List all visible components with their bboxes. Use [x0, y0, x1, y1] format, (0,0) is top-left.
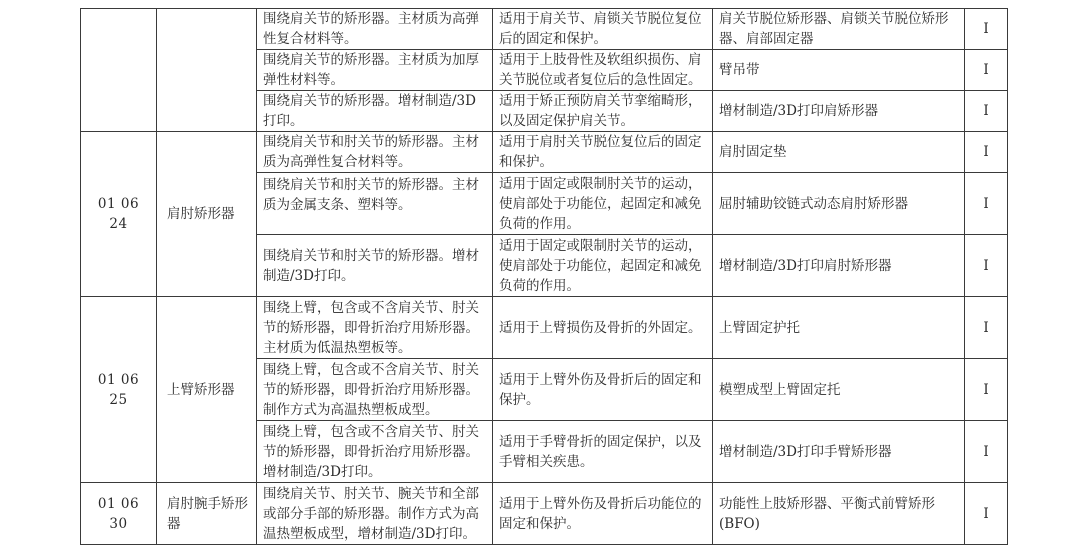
management-class-cell: I	[965, 9, 1008, 50]
product-example-cell: 肩关节脱位矫形器、肩锁关节脱位矫形器、肩部固定器	[713, 9, 965, 50]
category-code-cell: 01 06 25	[81, 297, 157, 483]
intended-use-cell: 适用于肩肘关节脱位复位后的固定和保护。	[493, 132, 713, 173]
intended-use-cell: 适用于上臂损伤及骨折的外固定。	[493, 297, 713, 359]
table-row	[81, 297, 1008, 359]
category-code-cell: 01 06 30	[81, 483, 157, 545]
product-description-cell: 围绕肩关节、肘关节、腕关节和全部或部分手部的矫形器。制作方式为高温热塑板成型，增材制造/3D打印。	[257, 483, 493, 545]
management-class-cell: I	[965, 359, 1008, 421]
product-example-cell: 屈肘辅助铰链式动态肩肘矫形器	[713, 173, 965, 235]
management-class-cell: I	[965, 421, 1008, 483]
management-class-cell: I	[965, 132, 1008, 173]
product-description-cell: 围绕肩关节的矫形器。主材质为加厚弹性材料等。	[257, 50, 493, 91]
product-example-cell: 增材制造/3D打印肩矫形器	[713, 91, 965, 132]
category-name-cell: 上臂矫形器	[157, 297, 257, 483]
product-example-cell: 上臂固定护托	[713, 297, 965, 359]
management-class-cell: I	[965, 235, 1008, 297]
product-description-cell: 围绕上臂，包含或不含肩关节、肘关节的矫形器，即骨折治疗用矫形器。增材制造/3D打印。	[257, 421, 493, 483]
product-description-cell: 围绕肩关节的矫形器。增材制造/3D打印。	[257, 91, 493, 132]
management-class-cell: I	[965, 173, 1008, 235]
product-description-cell: 围绕肩关节和肘关节的矫形器。增材制造/3D打印。	[257, 235, 493, 297]
table-row	[81, 132, 1008, 173]
table-row	[81, 483, 1008, 545]
table-row	[81, 9, 1008, 50]
product-description-cell: 围绕肩关节和肘关节的矫形器。主材质为高弹性复合材料等。	[257, 132, 493, 173]
intended-use-cell: 适用于矫正预防肩关节挛缩畸形，以及固定保护肩关节。	[493, 91, 713, 132]
category-code-cell: 01 06 24	[81, 132, 157, 297]
intended-use-cell: 适用于固定或限制肘关节的运动，使肩部处于功能位，起固定和减免负荷的作用。	[493, 235, 713, 297]
intended-use-cell: 适用于手臂骨折的固定保护，以及手臂相关疾患。	[493, 421, 713, 483]
product-example-cell: 功能性上肢矫形器、平衡式前臂矫形(BFO)	[713, 483, 965, 545]
product-description-cell: 围绕肩关节和肘关节的矫形器。主材质为金属支条、塑料等。	[257, 173, 493, 235]
product-example-cell: 臂吊带	[713, 50, 965, 91]
product-description-cell: 围绕肩关节的矫形器。主材质为高弹性复合材料等。	[257, 9, 493, 50]
intended-use-cell: 适用于固定或限制肘关节的运动，使肩部处于功能位，起固定和减免负荷的作用。	[493, 173, 713, 235]
intended-use-cell: 适用于肩关节、肩锁关节脱位复位后的固定和保护。	[493, 9, 713, 50]
category-code-cell	[81, 9, 157, 132]
category-name-cell	[157, 9, 257, 132]
management-class-cell: I	[965, 483, 1008, 545]
product-example-cell: 增材制造/3D打印肩肘矫形器	[713, 235, 965, 297]
category-name-cell: 肩肘腕手矫形器	[157, 483, 257, 545]
intended-use-cell: 适用于上肢骨性及软组织损伤、肩关节脱位或者复位后的急性固定。	[493, 50, 713, 91]
category-name-cell: 肩肘矫形器	[157, 132, 257, 297]
intended-use-cell: 适用于上臂外伤及骨折后的固定和保护。	[493, 359, 713, 421]
product-example-cell: 模塑成型上臂固定托	[713, 359, 965, 421]
product-example-cell: 肩肘固定垫	[713, 132, 965, 173]
device-classification-table	[80, 8, 1008, 545]
management-class-cell: I	[965, 50, 1008, 91]
product-description-cell: 围绕上臂，包含或不含肩关节、肘关节的矫形器，即骨折治疗用矫形器。主材质为低温热塑板等。	[257, 297, 493, 359]
management-class-cell: I	[965, 297, 1008, 359]
management-class-cell: I	[965, 91, 1008, 132]
product-example-cell: 增材制造/3D打印手臂矫形器	[713, 421, 965, 483]
intended-use-cell: 适用于上臂外伤及骨折后功能位的固定和保护。	[493, 483, 713, 545]
product-description-cell: 围绕上臂，包含或不含肩关节、肘关节的矫形器，即骨折治疗用矫形器。制作方式为高温热塑板成型。	[257, 359, 493, 421]
